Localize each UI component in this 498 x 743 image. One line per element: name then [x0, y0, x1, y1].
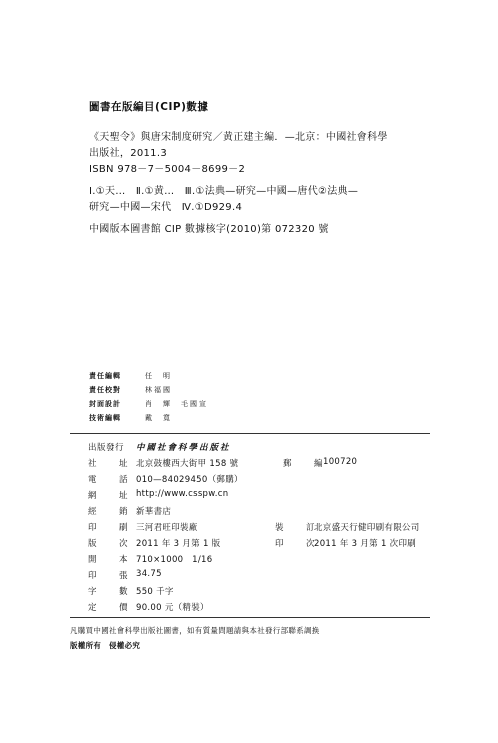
format-value: 710×1000 1/16 — [136, 555, 213, 565]
staff-name: 肖 輝 毛國宣 — [145, 400, 208, 408]
staff-role: 封面設計 — [89, 400, 121, 408]
staff-name: 任 明 — [145, 372, 172, 380]
postcode-label: 郵 編 — [283, 459, 330, 469]
sheets-value: 34.75 — [136, 569, 162, 579]
publisher-label: 出版發行 — [88, 443, 125, 453]
staff-role: 技術編輯 — [89, 414, 121, 422]
address-label: 社 址 — [88, 459, 135, 469]
distributor-value: 新華書店 — [136, 507, 172, 517]
publisher-name: 中國社會科學出版社 — [136, 443, 231, 453]
staff-role: 責任校對 — [89, 386, 121, 394]
edition-value: 2011 年 3 月第 1 版 — [136, 539, 221, 549]
wordcount-value: 550 千字 — [136, 587, 174, 597]
printer-label: 印 刷 — [88, 523, 135, 533]
binder-label: 裝 訂 — [275, 523, 322, 533]
distributor-label: 經 銷 — [88, 507, 135, 517]
format-label: 開 本 — [88, 555, 135, 565]
rights-notice: 版權所有 侵權必究 — [70, 641, 141, 650]
address-value: 北京鼓樓西大街甲 158 號 — [136, 459, 239, 469]
cip-title-line: 《天聖令》與唐宋制度研究／黄正建主編．—北京：中國社會科學 — [89, 132, 388, 143]
edition-label: 版 次 — [88, 539, 135, 549]
impression-label: 印 次 — [275, 539, 322, 549]
cip-classification-line-1: Ⅰ.①天… Ⅱ.①黄… Ⅲ.①法典—研究—中國—唐代②法典— — [89, 186, 359, 197]
cip-publisher-line: 出版社，2011.3 — [89, 148, 167, 159]
staff-name: 林福國 — [145, 386, 172, 394]
staff-row — [89, 371, 172, 381]
cip-isbn: ISBN 978－7－5004－8699－2 — [89, 164, 246, 175]
phone-value: 010—84029450（郵購） — [136, 475, 243, 485]
website-label: 網 址 — [88, 491, 135, 501]
impression-value: 2011 年 3 月第 1 次印刷 — [314, 539, 417, 549]
divider-top — [70, 433, 430, 434]
price-value: 90.00 元（精裝） — [136, 603, 209, 613]
cip-classification-line-2: 研究—中國—宋代 Ⅳ.①D929.4 — [89, 202, 243, 213]
website-value: http://www.csspw.cn — [136, 489, 229, 499]
staff-name: 戴 寬 — [145, 414, 172, 422]
staff-row — [89, 413, 172, 423]
staff-role: 責任編輯 — [89, 372, 121, 380]
phone-label: 電 話 — [88, 475, 135, 485]
wordcount-label: 字 數 — [88, 587, 135, 597]
sheets-label: 印 張 — [88, 571, 135, 581]
printer-value: 三河君旺印裝廠 — [136, 523, 198, 533]
postcode-value: 100720 — [323, 457, 358, 467]
cip-record-number: 中國版本圖書館 CIP 數據核字(2010)第 072320 號 — [89, 224, 329, 235]
price-label: 定 價 — [88, 603, 135, 613]
binder-value: 北京盛天行健印刷有限公司 — [314, 523, 420, 533]
staff-row — [89, 385, 172, 395]
defect-notice: 凡購買中國社會科學出版社圖書，如有質量問題請與本社發行部聯系調换 — [70, 626, 320, 635]
divider-bottom — [70, 617, 430, 618]
staff-row — [89, 399, 208, 409]
cip-heading: 圖書在版編目(CIP)數據 — [89, 101, 209, 113]
